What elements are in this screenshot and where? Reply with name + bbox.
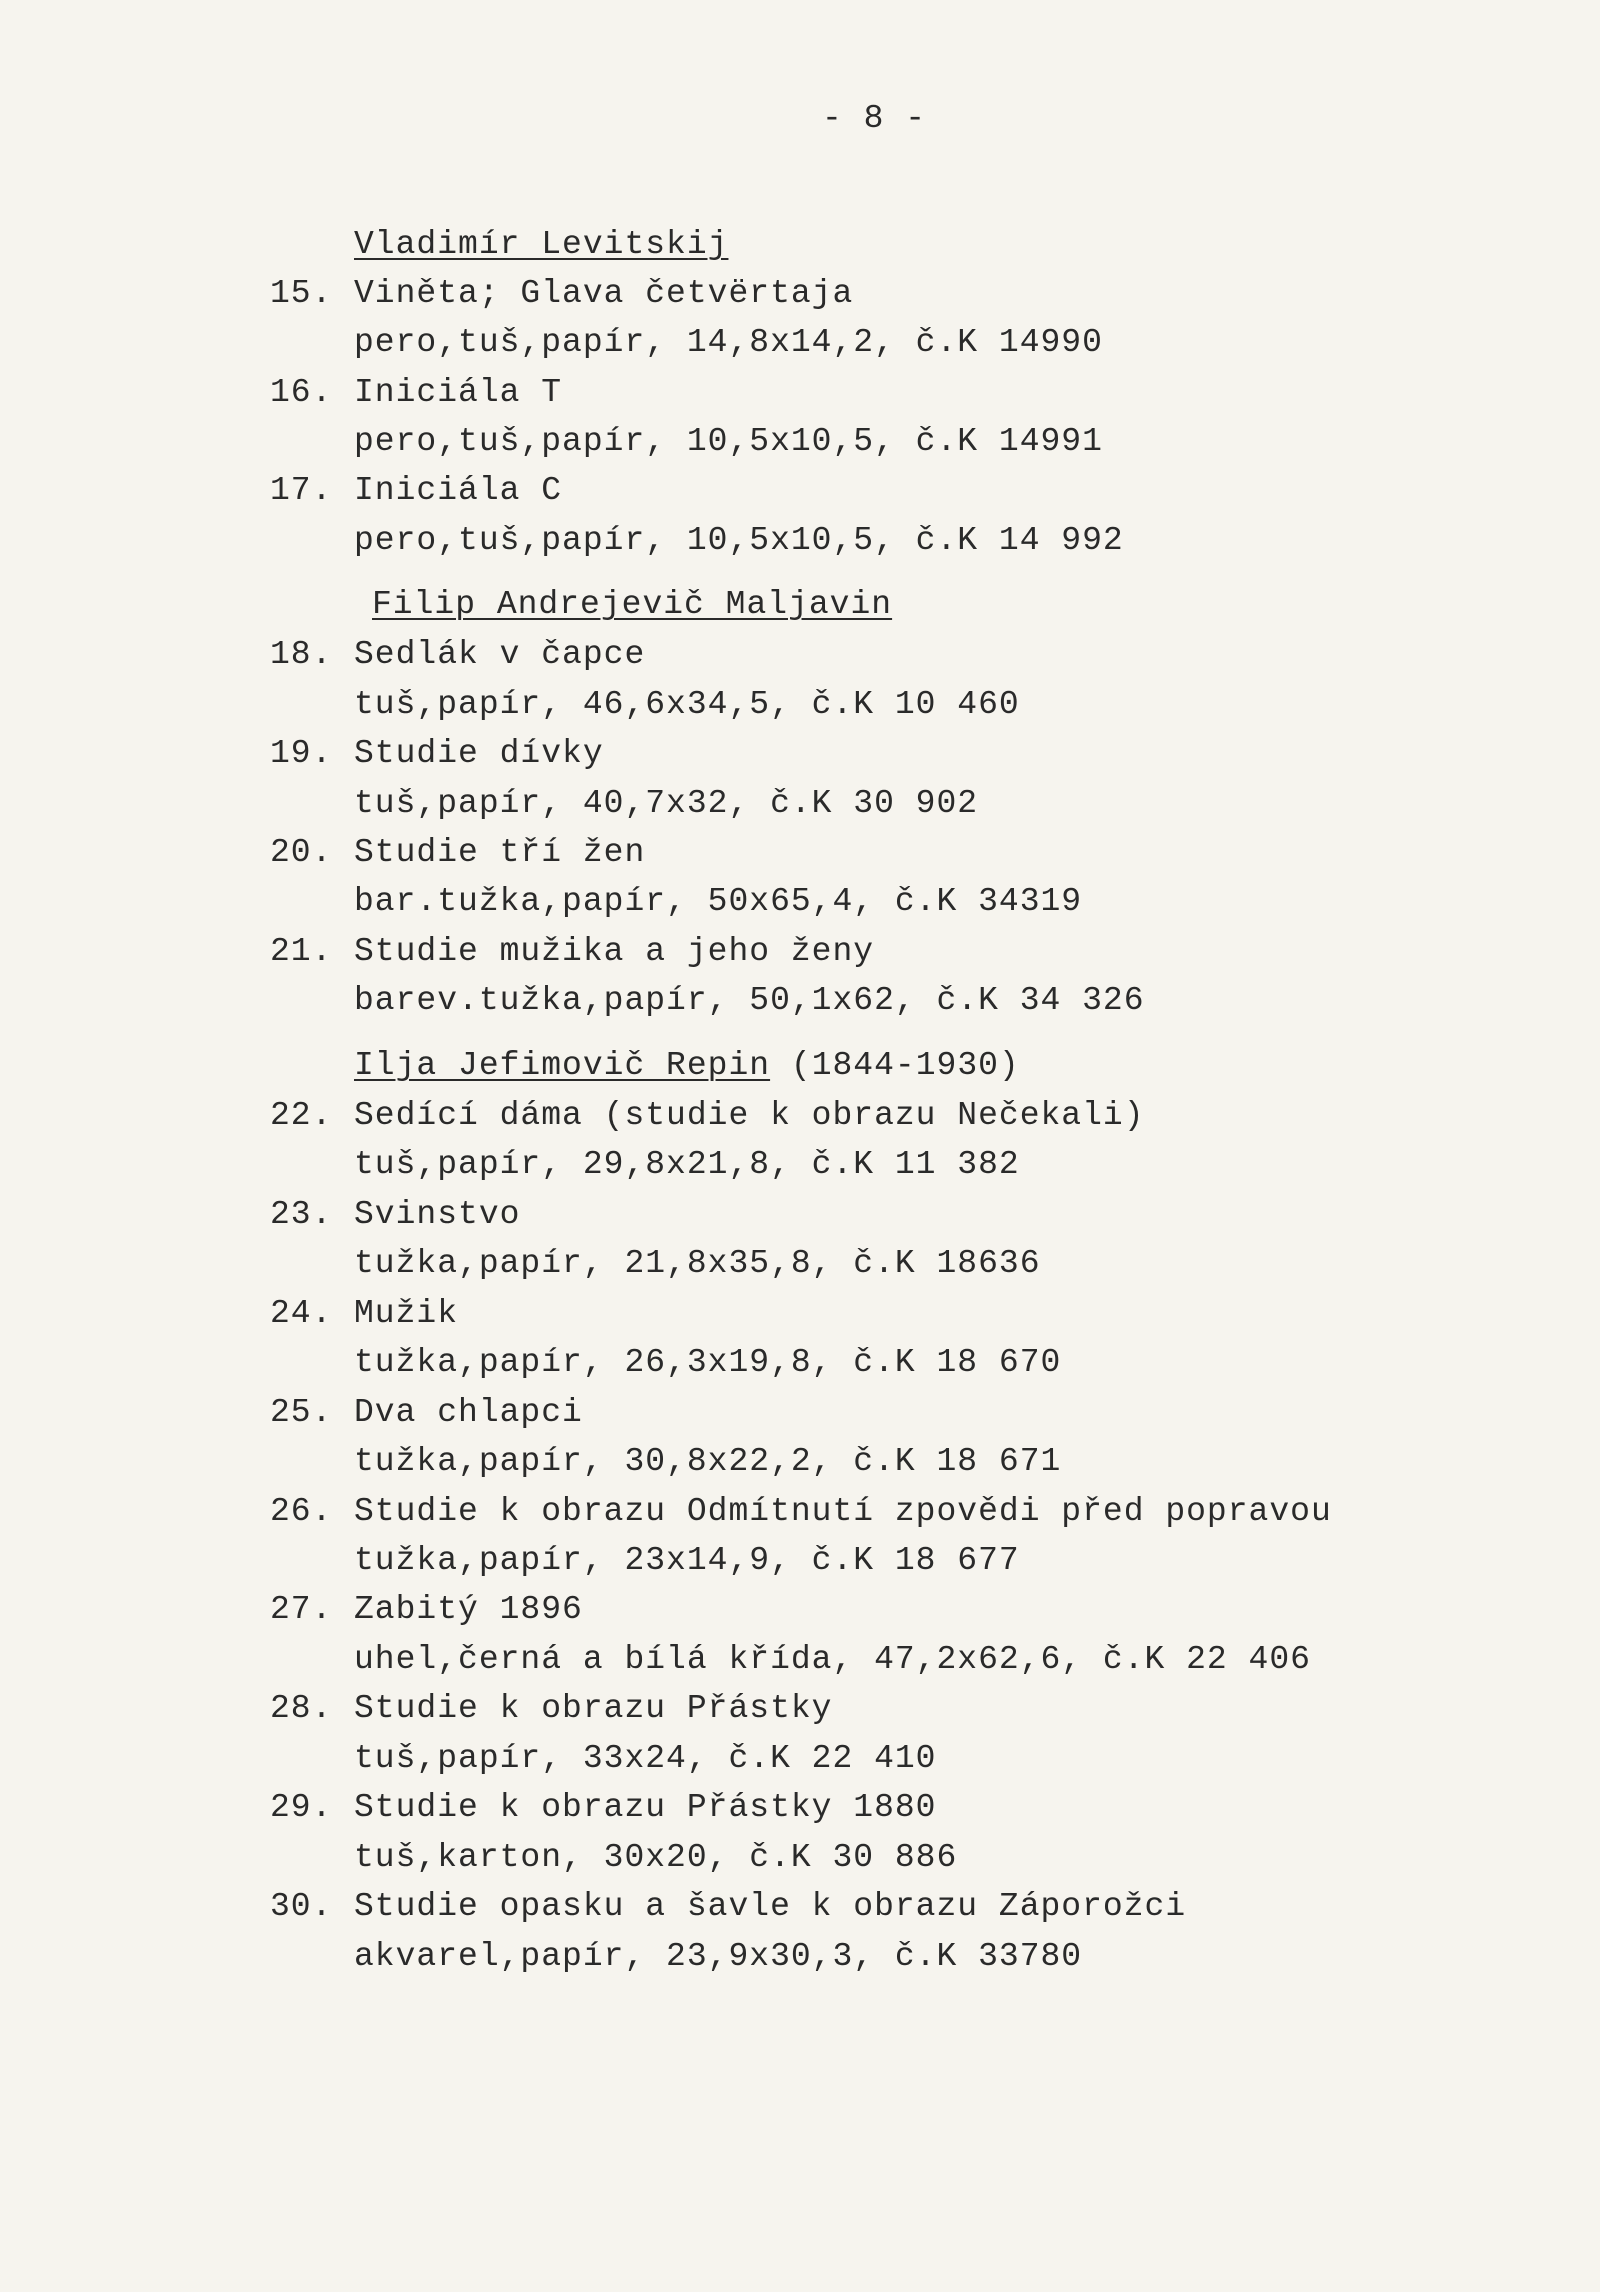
entry-title: Studie k obrazu Přástky 1880 (354, 1789, 937, 1826)
entry-detail: tuš,papír, 33x24, č.K 22 410 (354, 1740, 937, 1777)
entry-title: Studie dívky (354, 735, 604, 772)
entry-number: 30. (270, 1888, 333, 1925)
entry-title: Sedlák v čapce (354, 636, 646, 673)
entry-title: Iniciála T (354, 374, 563, 411)
entry-title: Svinstvo (354, 1196, 521, 1233)
entry-number: 17. (270, 472, 333, 509)
entry-title: Mužik (354, 1295, 459, 1332)
entry-detail: tuš,karton, 30x20, č.K 30 886 (354, 1839, 958, 1876)
entry-detail: tužka,papír, 30,8x22,2, č.K 18 671 (354, 1443, 1062, 1480)
artist-heading (354, 226, 728, 263)
entry-detail: pero,tuš,papír, 10,5x10,5, č.K 14 992 (354, 522, 1124, 559)
entry-detail: tuš,papír, 46,6x34,5, č.K 10 460 (354, 686, 1020, 723)
entry-detail: barev.tužka,papír, 50,1x62, č.K 34 326 (354, 982, 1145, 1019)
entry-title: Sedící dáma (studie k obrazu Nečekali) (354, 1097, 1145, 1134)
artist-dates: (1844-1930) (790, 1047, 1020, 1084)
entry-number: 20. (270, 834, 333, 871)
entry-title: Studie mužika a jeho ženy (354, 933, 875, 970)
entry-title: Studie tří žen (354, 834, 646, 871)
entry-number: 15. (270, 275, 333, 312)
entry-detail: akvarel,papír, 23,9x30,3, č.K 33780 (354, 1938, 1083, 1975)
artist-heading (354, 1047, 1020, 1084)
entry-number: 22. (270, 1097, 333, 1134)
entry-title: Studie k obrazu Odmítnutí zpovědi před popravou (354, 1493, 1332, 1530)
entry-detail: tuš,papír, 29,8x21,8, č.K 11 382 (354, 1146, 1020, 1183)
entry-detail: tužka,papír, 23x14,9, č.K 18 677 (354, 1542, 1020, 1579)
entry-detail: bar.tužka,papír, 50x65,4, č.K 34319 (354, 883, 1083, 920)
entry-number: 27. (270, 1591, 333, 1628)
page-number: - 8 - (822, 100, 927, 137)
entry-detail: tuš,papír, 40,7x32, č.K 30 902 (354, 785, 979, 822)
entry-number: 26. (270, 1493, 333, 1530)
entry-detail: tužka,papír, 26,3x19,8, č.K 18 670 (354, 1344, 1062, 1381)
entry-number: 19. (270, 735, 333, 772)
entry-number: 18. (270, 636, 333, 673)
entry-number: 29. (270, 1789, 333, 1826)
artist-name: Filip Andrejevič Maljavin (372, 586, 893, 623)
entry-number: 28. (270, 1690, 333, 1727)
entry-detail: pero,tuš,papír, 10,5x10,5, č.K 14991 (354, 423, 1103, 460)
entry-detail: uhel,černá a bílá křída, 47,2x62,6, č.K 22 406 (354, 1641, 1311, 1678)
artist-name: Vladimír Levitskij (354, 226, 729, 263)
entry-title: Studie k obrazu Přástky (354, 1690, 833, 1727)
entry-number: 16. (270, 374, 333, 411)
entry-detail: tužka,papír, 21,8x35,8, č.K 18636 (354, 1245, 1041, 1282)
entry-detail: pero,tuš,papír, 14,8x14,2, č.K 14990 (354, 324, 1103, 361)
entry-title: Dva chlapci (354, 1394, 583, 1431)
artist-heading (372, 586, 892, 623)
entry-number: 25. (270, 1394, 333, 1431)
entry-title: Viněta; Glava četvërtaja (354, 275, 854, 312)
entry-number: 24. (270, 1295, 333, 1332)
entry-number: 21. (270, 933, 333, 970)
entry-number: 23. (270, 1196, 333, 1233)
artist-name: Ilja Jefimovič Repin (354, 1047, 771, 1084)
entry-title: Iniciála C (354, 472, 563, 509)
entry-title: Studie opasku a šavle k obrazu Záporožci (354, 1888, 1187, 1925)
entry-title: Zabitý 1896 (354, 1591, 583, 1628)
